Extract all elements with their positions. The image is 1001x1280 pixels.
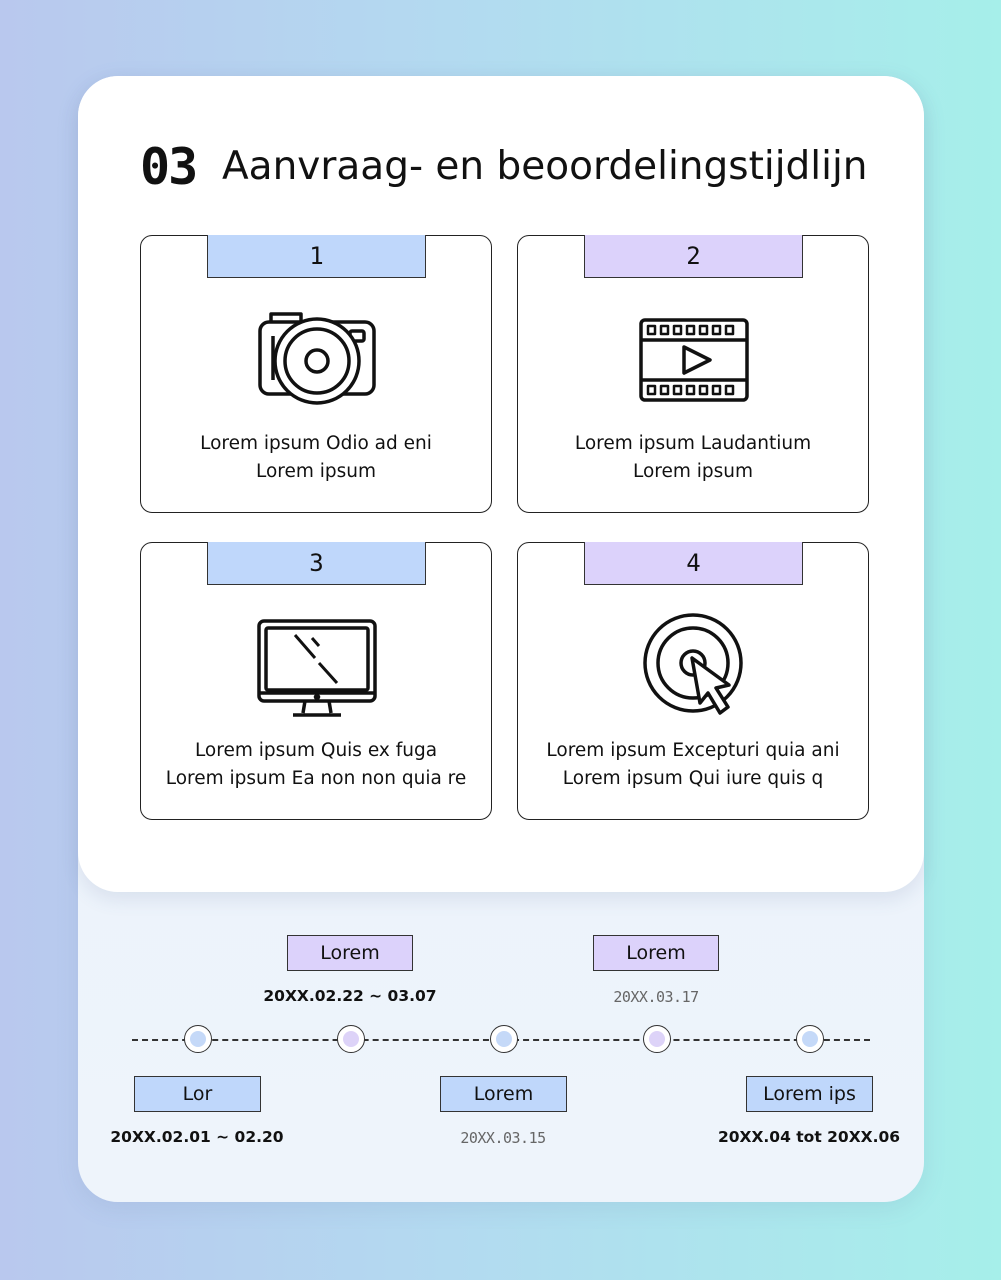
section-title: Aanvraag- en beoordelingstijdlijn bbox=[222, 144, 868, 189]
step-text-3 bbox=[147, 737, 485, 793]
step-card-1 bbox=[140, 235, 492, 513]
step-text-line: Lorem ipsum Laudantium bbox=[574, 433, 812, 454]
timeline-label-2: Lorem bbox=[287, 935, 413, 971]
monitor-icon bbox=[257, 613, 377, 723]
timeline-node-3 bbox=[490, 1025, 518, 1053]
timeline-date-3: 20XX.03.15 bbox=[460, 1129, 546, 1147]
step-number-1: 1 bbox=[207, 235, 426, 278]
video-film-icon bbox=[634, 306, 754, 416]
step-number-2: 2 bbox=[584, 235, 803, 278]
timeline-node-2 bbox=[337, 1025, 365, 1053]
step-card-2 bbox=[517, 235, 869, 513]
timeline-node-4 bbox=[643, 1025, 671, 1053]
step-card-4 bbox=[517, 542, 869, 820]
step-text-line: Lorem ipsum Odio ad eni bbox=[200, 433, 432, 454]
timeline-date-2: 20XX.02.22 ~ 03.07 bbox=[263, 987, 437, 1005]
timeline-date-5: 20XX.04 tot 20XX.06 bbox=[717, 1128, 901, 1146]
step-text-4 bbox=[524, 737, 862, 793]
section-number: 03 bbox=[140, 138, 197, 196]
step-text-line: Lorem ipsum bbox=[255, 461, 377, 482]
step-card-3 bbox=[140, 542, 492, 820]
step-text-line: Lorem ipsum Ea non non quia re bbox=[165, 768, 467, 789]
step-number-4: 4 bbox=[584, 542, 803, 585]
step-text-1 bbox=[147, 430, 485, 486]
timeline-node-5 bbox=[796, 1025, 824, 1053]
timeline-date-1: 20XX.02.01 ~ 02.20 bbox=[110, 1128, 284, 1146]
timeline-label-5: Lorem ips bbox=[746, 1076, 873, 1112]
timeline-label-1: Lor bbox=[134, 1076, 261, 1112]
timeline-label-4: Lorem bbox=[593, 935, 719, 971]
step-text-line: Lorem ipsum bbox=[632, 461, 754, 482]
step-number-3: 3 bbox=[207, 542, 426, 585]
step-text-line: Lorem ipsum Qui iure quis q bbox=[562, 768, 824, 789]
timeline-label-3: Lorem bbox=[440, 1076, 567, 1112]
timeline-date-4: 20XX.03.17 bbox=[613, 988, 699, 1006]
step-text-2 bbox=[524, 430, 862, 486]
step-text-line: Lorem ipsum Quis ex fuga bbox=[194, 740, 438, 761]
target-cursor-icon bbox=[634, 613, 754, 723]
step-text-line: Lorem ipsum Excepturi quia ani bbox=[546, 740, 840, 761]
timeline-node-1 bbox=[184, 1025, 212, 1053]
camera-icon bbox=[257, 306, 377, 416]
